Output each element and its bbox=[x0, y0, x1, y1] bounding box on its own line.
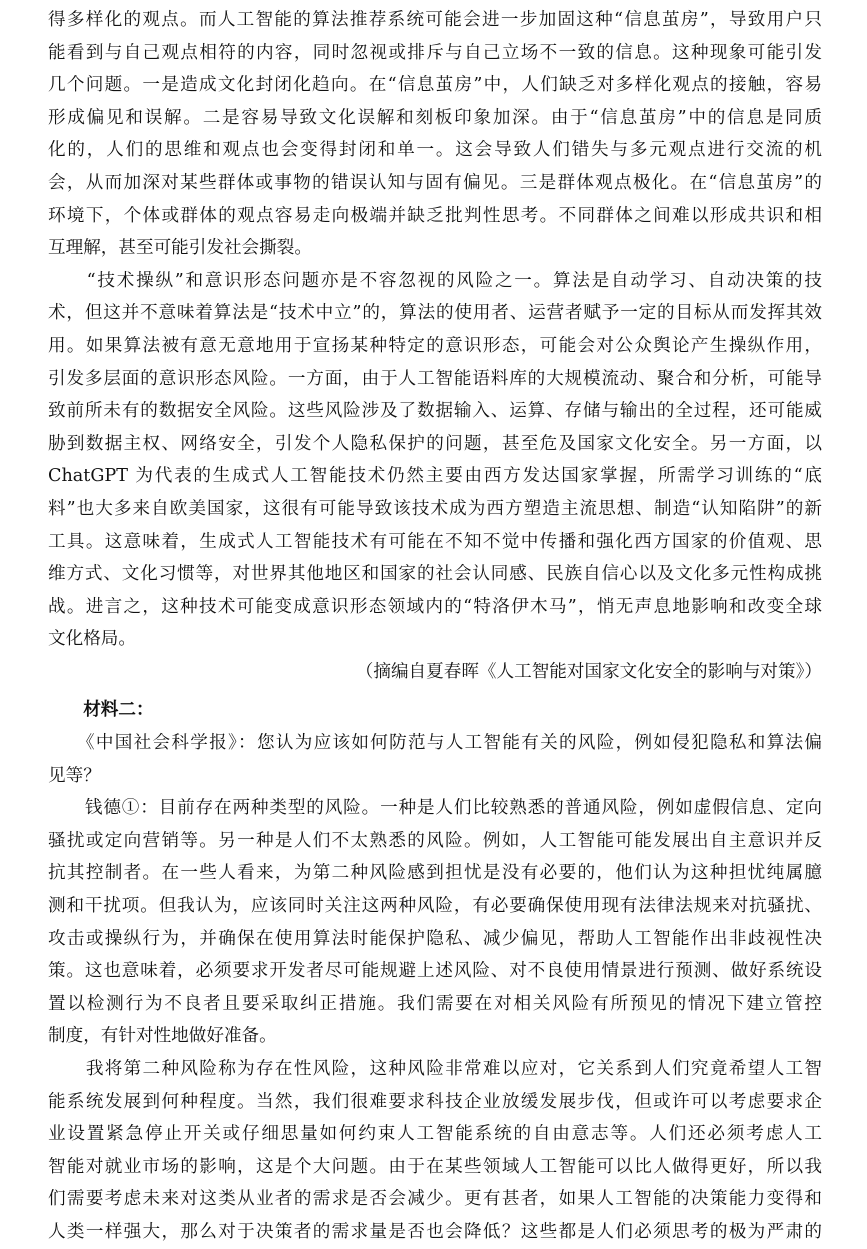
text-line: 我将第二种风险称为存在性风险，这种风险非常难以应对，它关系到人们究竟希望人工智 bbox=[48, 1059, 822, 1079]
text-line: 《中国社会科学报》：您认为应该如何防范与人工智能有关的风险，例如侵犯隐私和算法偏 bbox=[48, 733, 822, 754]
text-line: 术，但这并不意味着算法是“技术中立”的，算法的使用者、运营者赋予一定的目标从而发挥其效 bbox=[48, 303, 822, 324]
text-line: 料”也大多来自欧美国家，这很有可能导致该技术成为西方塑造主流思想、制造“认知陷阱”的新 bbox=[48, 498, 822, 519]
text-line: 制度，有针对性地做好准备。 bbox=[48, 1026, 277, 1047]
text-line: 策。这也意味着，必须要求开发者尽可能规避上述风险、对不良使用情景进行预测、做好系统设 bbox=[48, 961, 822, 982]
text-line: 胁到数据主权、网络安全，引发个人隐私保护的问题，甚至危及国家文化安全。另一方面，以 bbox=[48, 433, 822, 454]
text-line: 得多样化的观点。而人工智能的算法推荐系统可能会进一步加固这种“信息茧房”，导致用户只 bbox=[48, 10, 822, 30]
text-line: 环境下，个体或群体的观点容易走向极端并缺乏批判性思考。不同群体之间难以形成共识和相 bbox=[48, 205, 822, 226]
text-line: 工具。这意味着，生成式人工智能技术有可能在不知不觉中传播和强化西方国家的价值观、思 bbox=[48, 531, 822, 552]
text-line: 引发多层面的意识形态风险。一方面，由于人工智能语料库的大规模流动、聚合和分析，可能导 bbox=[48, 368, 822, 389]
text-line: 几个问题。一是造成文化封闭化趋向。在“信息茧房”中，人们缺乏对多样化观点的接触，容易 bbox=[48, 75, 822, 96]
text-line: 业设置紧急停止开关或仔细思量如何约束人工智能系统的自由意志等。人们还必须考虑人工 bbox=[48, 1124, 822, 1145]
document-page bbox=[48, 4, 822, 1249]
text-line: 战。进言之，这种技术可能变成意识形态领域内的“特洛伊木马”，悄无声息地影响和改变全球 bbox=[48, 596, 822, 617]
text-line: 智能对就业市场的影响，这是个大问题。由于在某些领域人工智能可以比人做得更好，所以我 bbox=[48, 1156, 822, 1177]
text-line: 文化格局。 bbox=[48, 629, 136, 650]
text-line: ChatGPT 为代表的生成式人工智能技术仍然主要由西方发达国家掌握，所需学习训练的“底 bbox=[48, 466, 822, 487]
text-line: 攻击或操纵行为，并确保在使用算法时能保护隐私、减少偏见，帮助人工智能作出非歧视性决 bbox=[48, 928, 822, 949]
text-line: 互理解，甚至可能引发社会撕裂。 bbox=[48, 238, 312, 259]
text-line: 抗其控制者。在一些人看来，为第二种风险感到担忧是没有必要的，他们认为这种担忧纯属臆 bbox=[48, 863, 822, 884]
text-line: 见等？ bbox=[48, 765, 101, 786]
text-line: 能看到与自己观点相符的内容，同时忽视或排斥与自己立场不一致的信息。这种现象可能引发 bbox=[48, 42, 822, 63]
text-line: 会，从而加深对某些群体或事物的错误认知与固有偏见。三是群体观点极化。在“信息茧房”的 bbox=[48, 172, 822, 193]
text-line: 置以检测行为不良者且要采取纠正措施。我们需要在对相关风险有所预见的情况下建立管控 bbox=[48, 993, 822, 1014]
text-line: 维方式、文化习惯等，对世界其他地区和国家的社会认同感、民族自信心以及文化多元性构成挑 bbox=[48, 564, 822, 585]
text-line: 钱德①：目前存在两种类型的风险。一种是人们比较熟悉的普通风险，例如虚假信息、定向 bbox=[48, 798, 822, 819]
text-line: 骚扰或定向营销等。另一种是人们不太熟悉的风险。例如，人工智能可能发展出自主意识并反 bbox=[48, 830, 822, 851]
text-line: “技术操纵”和意识形态问题亦是不容忽视的风险之一。算法是自动学习、自动决策的技 bbox=[48, 270, 822, 291]
text-line: 形成偏见和误解。二是容易导致文化误解和刻板印象加深。由于“信息茧房”中的信息是同质 bbox=[48, 107, 822, 128]
source-citation: （摘编自夏春晖《人工智能对国家文化安全的影响与对策》） bbox=[355, 661, 822, 682]
text-line: 们需要考虑未来对这类从业者的需求是否会减少。更有甚者，如果人工智能的决策能力变得和 bbox=[48, 1189, 822, 1210]
text-line: 能系统发展到何种程度。当然，我们很难要求科技企业放缓发展步伐，但或许可以考虑要求企 bbox=[48, 1091, 822, 1112]
text-line: 测和干扰项。但我认为，应该同时关注这两种风险，有必要确保使用现有法律法规来对抗骚扰、 bbox=[48, 896, 822, 917]
text-line: 化的，人们的思维和观点也会变得封闭和单一。这会导致人们错失与多元观点进行交流的机 bbox=[48, 140, 822, 161]
text-line: 致前所未有的数据安全风险。这些风险涉及了数据输入、运算、存储与输出的全过程，还可能威 bbox=[48, 401, 822, 422]
text-line: 人类一样强大，那么对于决策者的需求量是否也会降低？这些都是人们必须思考的极为严肃的 bbox=[48, 1221, 822, 1242]
text-line: 用。如果算法被有意无意地用于宣扬某种特定的意识形态，可能会对公众舆论产生操纵作用， bbox=[48, 335, 822, 356]
section-heading: 材料二： bbox=[48, 700, 154, 721]
